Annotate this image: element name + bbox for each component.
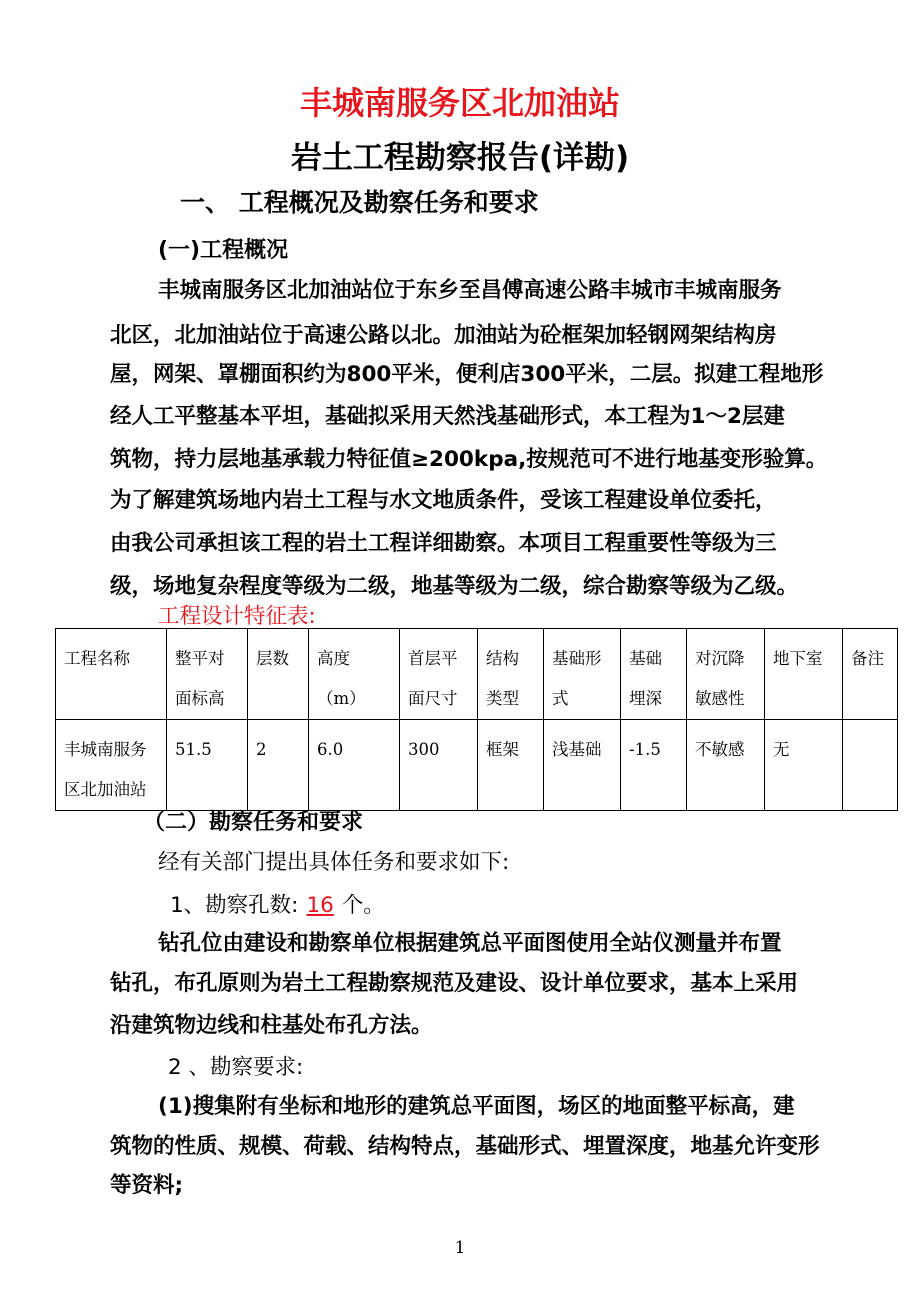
table-cell: 浅基础 [544,720,621,811]
header-cell: 首层平 面尺寸 [400,629,478,720]
bore-count-value: 16 [306,893,334,918]
table-cell: 6.0 [309,720,400,811]
header-cell: 层数 [248,629,309,720]
header-cell: 整平对 面标高 [167,629,248,720]
subsection-heading-2: （二）勘察任务和要求 [143,810,364,835]
paragraph-line: 钻孔位由建设和勘察单位根据建筑总平面图使用全站仪测量并布置 [158,931,782,956]
table-header-row [56,629,898,720]
header-cell: 结构 类型 [478,629,544,720]
item-requirements: 2 、勘察要求: [168,1055,304,1080]
design-feature-table [55,628,898,811]
table-cell: 不敏感 [687,720,765,811]
paragraph-line: 经人工平整基本平坦，基础拟采用天然浅基础形式，本工程为1～2层建 [110,404,785,429]
page-number: 1 [454,1238,466,1258]
table-cell: 2 [248,720,309,811]
header-cell: 基础形 式 [544,629,621,720]
paragraph-line: 筑物，持力层地基承载力特征值≥200kpa,按规范可不进行地基变形验算。 [110,447,828,472]
table-cell: 51.5 [167,720,248,811]
table-cell: -1.5 [621,720,687,811]
table-cell: 无 [765,720,843,811]
paragraph-line: 级，场地复杂程度等级为二级，地基等级为二级，综合勘察等级为乙级。 [110,574,799,599]
table-cell: 框架 [478,720,544,811]
paragraph-line: 筑物的性质、规模、荷载、结构特点，基础形式、埋置深度，地基允许变形 [110,1134,820,1159]
document-subtitle: 岩土工程勘察报告(详勘) [290,140,630,176]
paragraph-line: 由我公司承担该工程的岩土工程详细勘察。本项目工程重要性等级为三 [110,531,777,556]
header-cell: 工程名称 [56,629,167,720]
paragraph-line: (1)搜集附有坐标和地形的建筑总平面图，场区的地面整平标高，建 [158,1094,795,1119]
item-bore-count [170,888,385,919]
paragraph-line: 等资料; [110,1173,184,1198]
paragraph-line: 为了解建筑场地内岩土工程与水文地质条件，受该工程建设单位委托， [110,488,777,513]
table-row [56,720,898,811]
paragraph-line: 屋，网架、罩棚面积约为800平米，便利店300平米，二层。拟建工程地形 [110,362,824,387]
header-cell: 高度 （m） [309,629,400,720]
table-cell [843,720,898,811]
header-cell: 基础 埋深 [621,629,687,720]
paragraph-line: 丰城南服务区北加油站位于东乡至昌傅高速公路丰城市丰城南服务 [158,278,782,303]
header-cell: 地下室 [765,629,843,720]
item-suffix: 个。 [341,893,385,918]
table-cell: 300 [400,720,478,811]
section-heading-1: 一、 工程概况及勘察任务和要求 [180,188,539,217]
header-cell: 备注 [843,629,898,720]
subsection-heading-1: (一)工程概况 [158,238,289,263]
item-label: 1、勘察孔数: [170,893,299,918]
paragraph-line: 钻孔，布孔原则为岩土工程勘察规范及建设、设计单位要求，基本上采用 [110,971,799,996]
paragraph-line: 沿建筑物边线和柱基处布孔方法。 [110,1013,433,1038]
paragraph-line: 经有关部门提出具体任务和要求如下: [158,850,510,875]
paragraph-line: 北区，北加油站位于高速公路以北。加油站为砼框架加轻钢网架结构房 [110,323,777,348]
table-cell: 丰城南服务 区北加油站 [56,720,167,811]
table-caption: 工程设计特征表: [158,604,316,629]
document-title: 丰城南服务区北加油站 [299,84,620,122]
header-cell: 对沉降 敏感性 [687,629,765,720]
